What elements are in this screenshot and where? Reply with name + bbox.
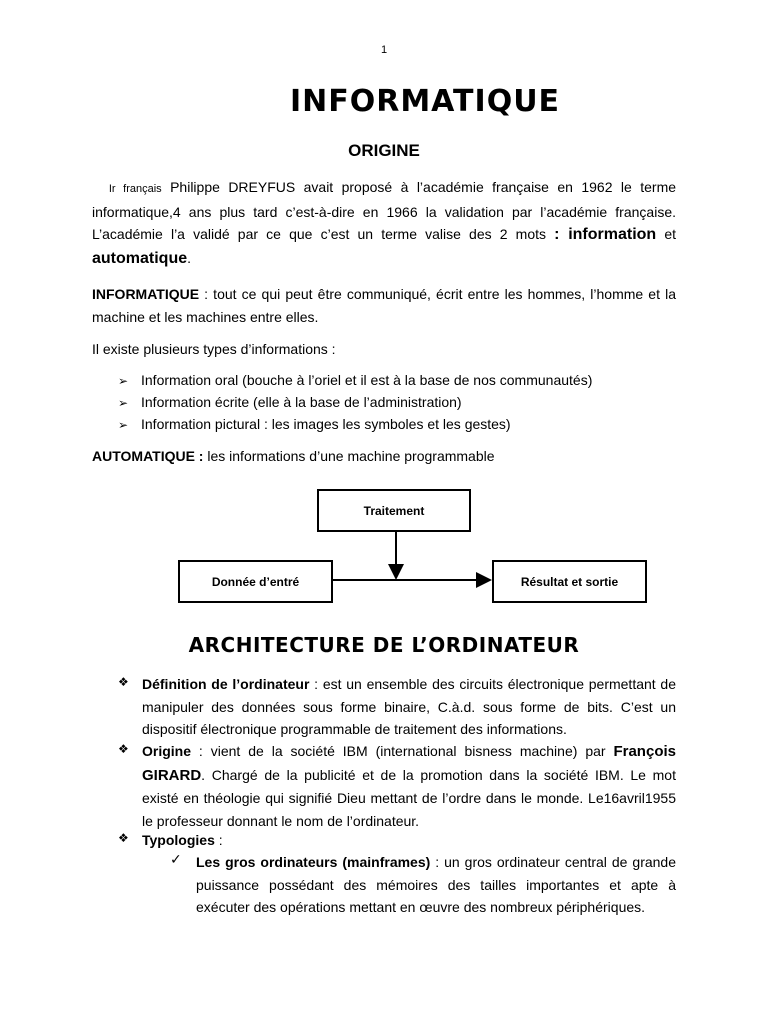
origin-connector: et xyxy=(656,226,676,242)
list-item-text: Information écrite (elle à la base de l’administration) xyxy=(141,394,462,410)
list-item-text: Information oral (bouche à l’oriel et il est à la base de nos communautés) xyxy=(141,372,593,388)
automatique-term: AUTOMATIQUE : xyxy=(92,448,204,464)
mainframes-text: : un gros ordinateur central de grande puissance possédant des mémoires des tailles importantes et apte à exécuter des opérations mettant en œuvre des nombreux périphériques. xyxy=(196,854,676,915)
document-title: INFORMATIQUE xyxy=(289,84,561,119)
processing-box: Traitement xyxy=(317,489,471,532)
typologies-term: Typologies xyxy=(142,832,215,848)
origine-name: François GIRARD xyxy=(142,743,676,784)
section-origine-title: ORIGINE xyxy=(348,141,420,160)
typologies-text: : xyxy=(214,832,223,848)
diamond-bullet-icon: ❖ xyxy=(118,675,129,689)
origine-text-2: . Chargé de la publicité et de la promotion dans la société IBM. Le mot existé en théologie qui signifié Dieu mettant de l’ordre dans le monde. Le16avril1955 le professeur donnant le nom de l’ordinateur. xyxy=(142,766,676,829)
origine-text-1: : vient de la société IBM (international bisness machine) par xyxy=(191,743,614,759)
diamond-bullet-icon: ❖ xyxy=(118,831,129,845)
word-information: information xyxy=(568,226,657,243)
informatique-text: : tout ce qui peut être communiqué, écrit entre les hommes, l’homme et la machine et les machines entre elles. xyxy=(92,286,676,325)
origine-item xyxy=(142,740,676,832)
automatique-text: les informations d’une machine programmable xyxy=(203,448,495,464)
origin-lead: Ir français xyxy=(108,183,162,195)
origin-colon: : xyxy=(554,226,569,243)
automatique-definition xyxy=(92,445,676,468)
output-box: Résultat et sortie xyxy=(492,560,647,603)
definition-item xyxy=(142,673,676,741)
origin-end: . xyxy=(187,249,192,266)
input-box: Donnée d’entré xyxy=(178,560,333,603)
list-item xyxy=(118,413,678,436)
definition-text: : est un ensemble des circuits électronique permettant de manipuler des données sous forme binaire, C.à.d. sous forme de bits. C’est un dispositif électronique programmable de traitement des informations. xyxy=(142,676,677,737)
typologies-item xyxy=(142,829,676,852)
arrow-bullet-icon: ➢ xyxy=(118,374,129,388)
diamond-bullet-icon: ❖ xyxy=(118,742,129,756)
arrow-bullet-icon: ➢ xyxy=(118,418,129,432)
definition-term: Définition de l’ordinateur xyxy=(142,676,310,692)
mainframes-item xyxy=(196,851,676,919)
origin-paragraph xyxy=(92,176,676,270)
origine-term: Origine xyxy=(142,743,192,759)
types-intro: Il existe plusieurs types d’informations : xyxy=(92,341,336,357)
list-item-text: Information pictural : les images les symboles et les gestes) xyxy=(141,416,511,432)
section-architecture-title: ARCHITECTURE DE L’ORDINATEUR xyxy=(188,633,580,657)
informatique-definition xyxy=(92,283,676,328)
list-item xyxy=(118,391,678,414)
word-automatique: automatique xyxy=(92,249,188,267)
checkmark-icon: ✓ xyxy=(170,851,182,867)
mainframes-term: Les gros ordinateurs (mainframes) xyxy=(196,854,431,870)
list-item xyxy=(118,369,678,392)
informatique-term: INFORMATIQUE xyxy=(92,286,200,302)
arrow-bullet-icon: ➢ xyxy=(118,396,129,410)
origin-text: Philippe DREYFUS avait proposé à l’académie française en 1962 le terme informatique,4 ans plus tard c’est-à-dire en 1966 la validation par l’académie française. L’académie l’a validé par ce que c’est un terme valise des 2 mots xyxy=(92,179,677,242)
page-number: 1 xyxy=(380,44,388,56)
